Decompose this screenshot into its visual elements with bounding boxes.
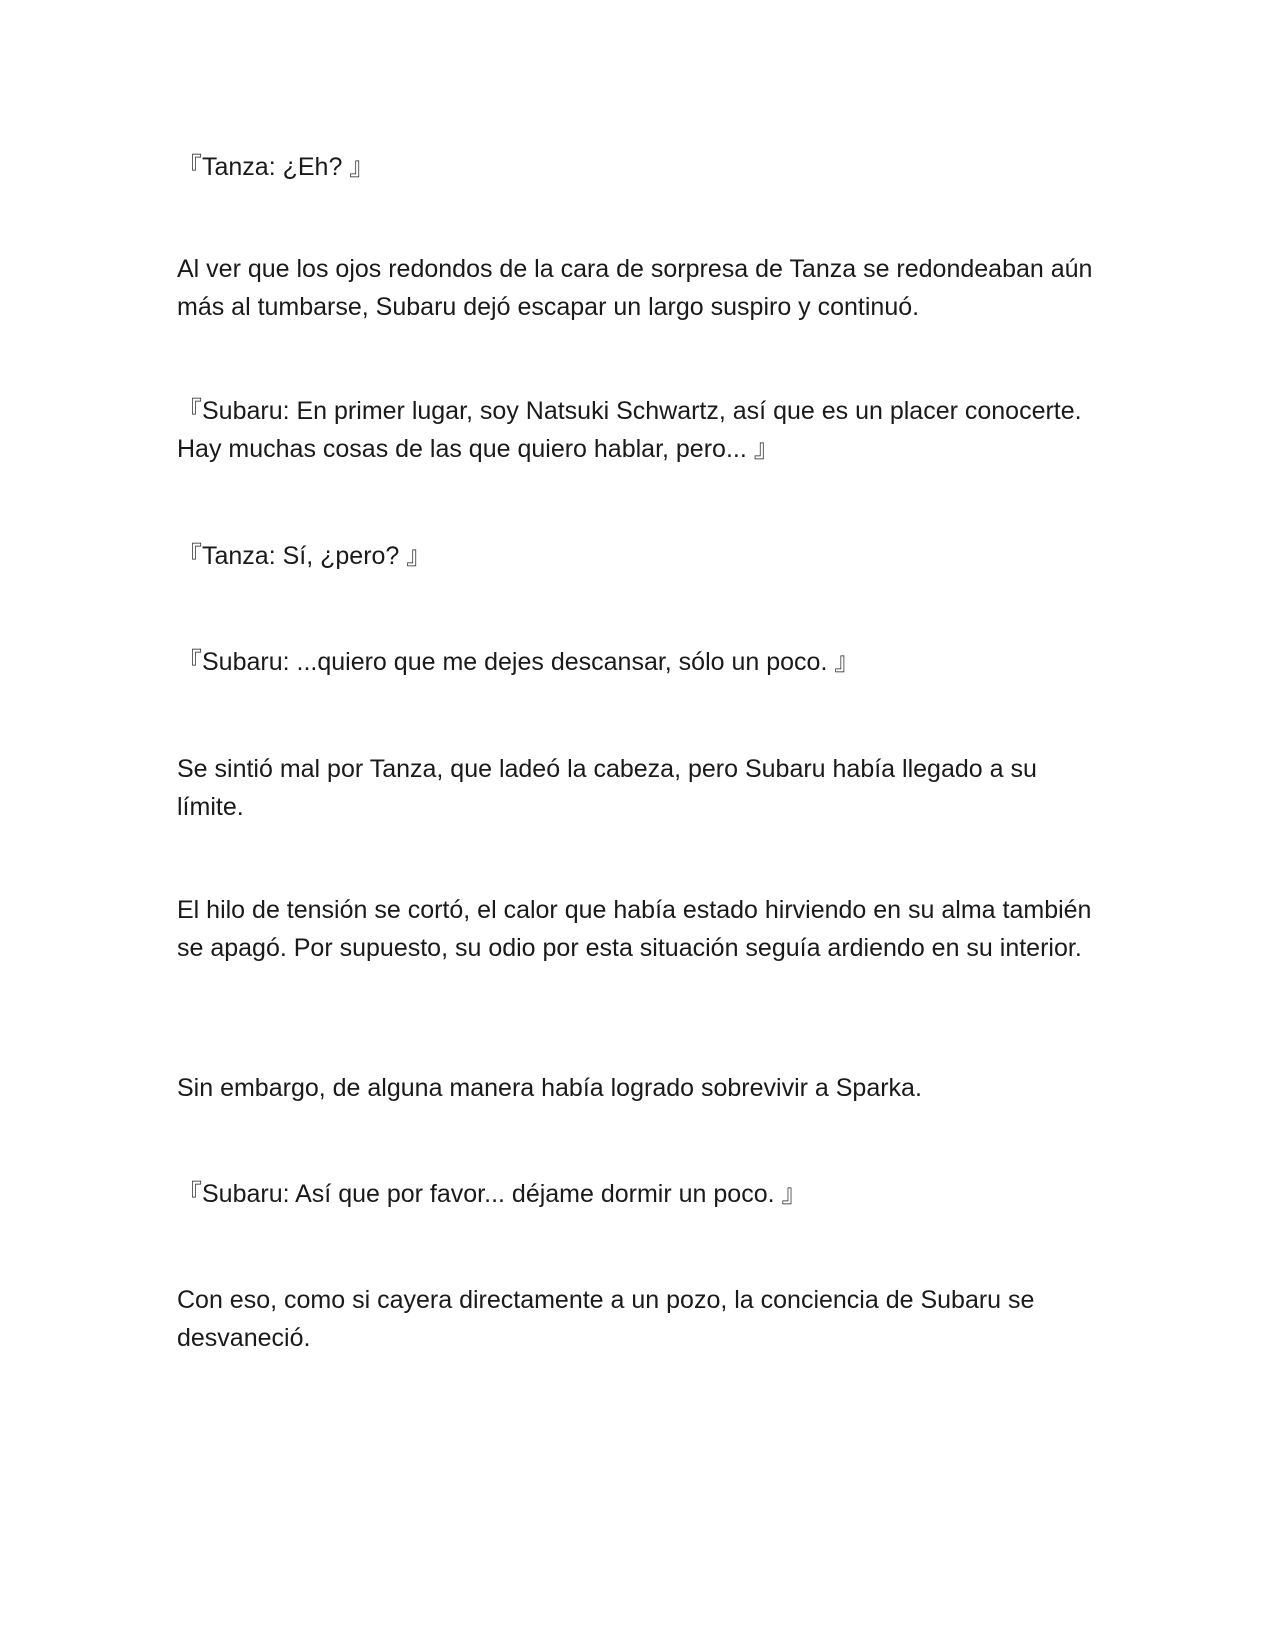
- dialogue-line: 『Tanza: ¿Eh? 』: [177, 153, 375, 181]
- dialogue-line: 『Subaru: Así que por favor... déjame dormir un poco. 』: [177, 1180, 807, 1208]
- narration-paragraph: Se sintió mal por Tanza, que ladeó la cabeza, pero Subaru había llegado a su límite.: [177, 755, 1037, 821]
- narration-paragraph: Al ver que los ojos redondos de la cara de sorpresa de Tanza se redondeaban aún más al tumbarse, Subaru dejó escapar un largo suspiro y continuó.: [177, 255, 1093, 321]
- narration-paragraph: Con eso, como si cayera directamente a un pozo, la conciencia de Subaru se desvaneció.: [177, 1286, 1035, 1352]
- dialogue-line: 『Tanza: Sí, ¿pero? 』: [177, 542, 432, 570]
- narration-paragraph: Sin embargo, de alguna manera había logrado sobrevivir a Sparka.: [177, 1074, 922, 1102]
- narration-paragraph: El hilo de tensión se cortó, el calor que había estado hirviendo en su alma también se apagó. Por supuesto, su odio por esta situación seguía ardiendo en su interior.: [177, 896, 1092, 962]
- dialogue-line: 『Subaru: En primer lugar, soy Natsuki Schwartz, así que es un placer conocerte. Hay muchas cosas de las que quiero hablar, pero... 』: [177, 397, 1082, 463]
- dialogue-line: 『Subaru: ...quiero que me dejes descansar, sólo un poco. 』: [177, 648, 860, 676]
